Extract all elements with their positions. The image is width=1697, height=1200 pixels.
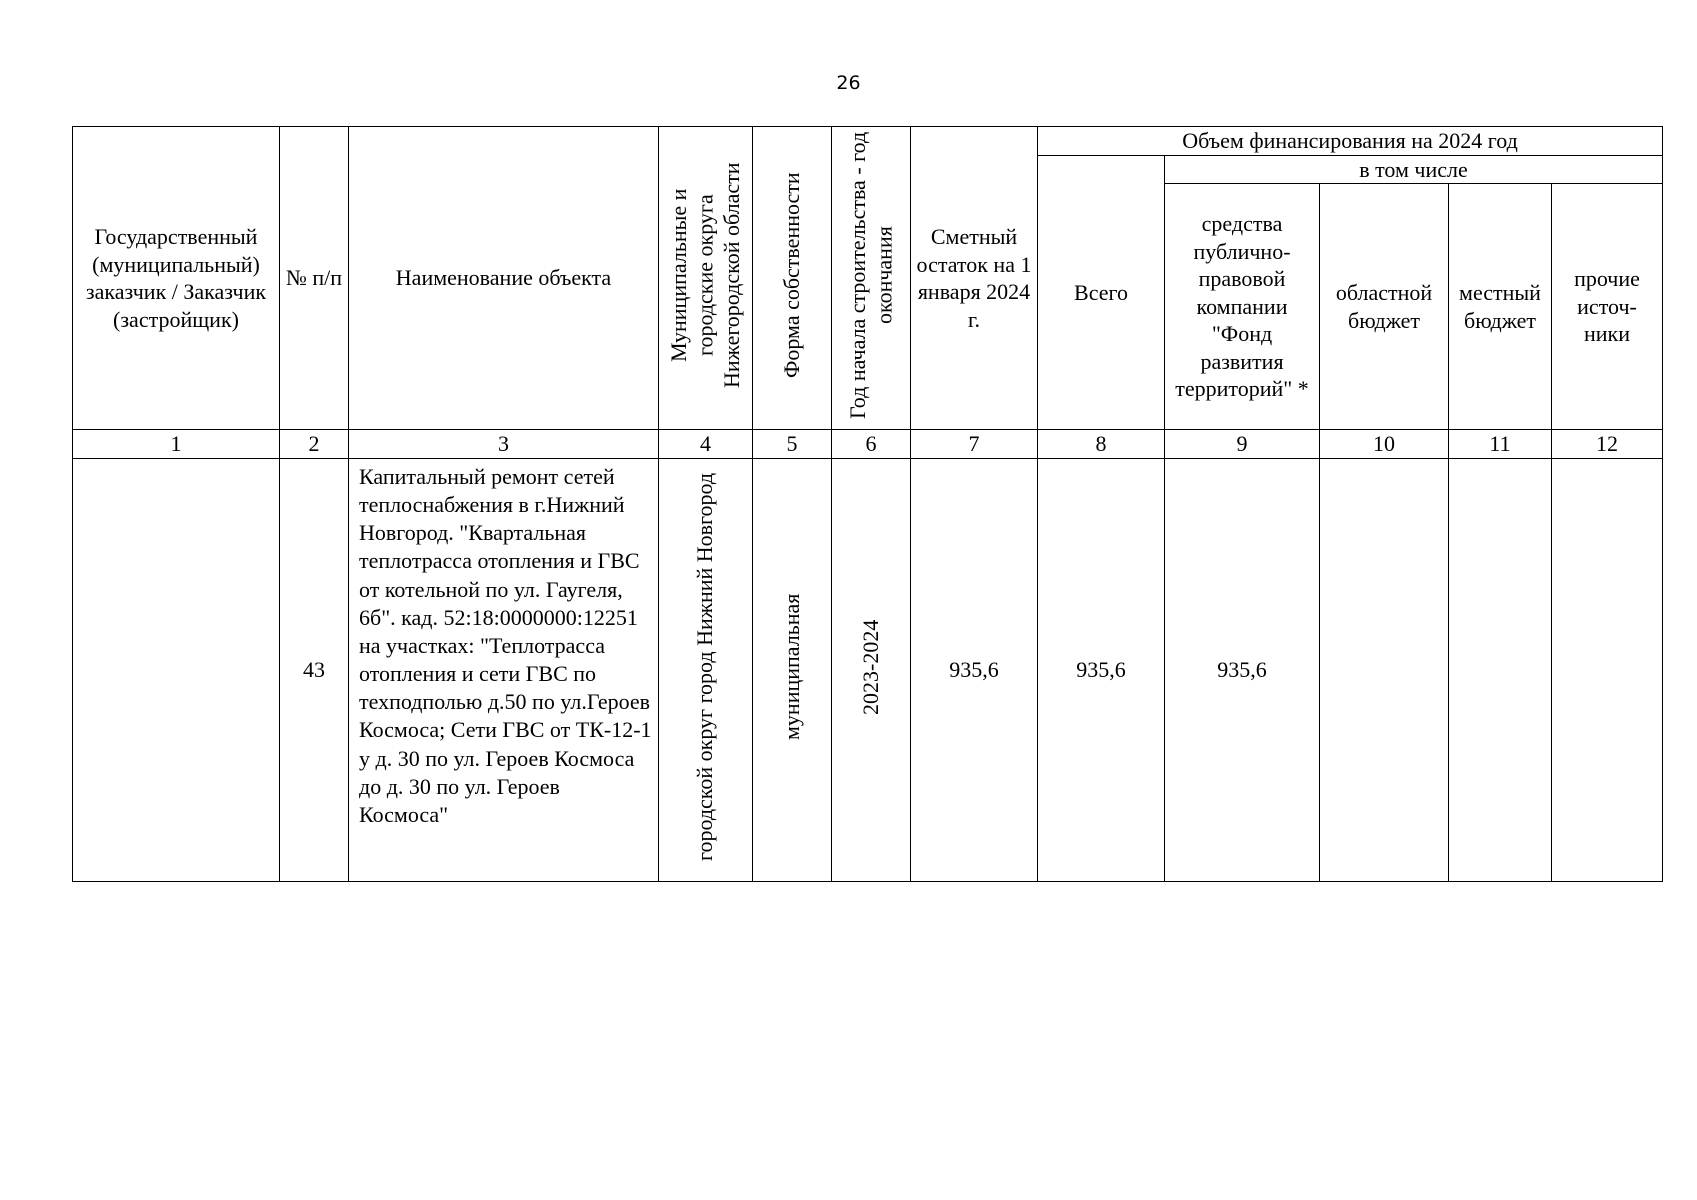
header-years: Год начала строительства - год окончания <box>844 131 896 419</box>
cell-years: 2023-2024 <box>857 619 883 715</box>
header-ownership: Форма собственности <box>778 171 804 378</box>
header-regional: областной бюджет <box>1320 184 1449 430</box>
cell-number: 43 <box>280 459 349 882</box>
header-number: № п/п <box>280 127 349 430</box>
header-customer: Государственный (муниципальный) заказчик / Заказчик (застройщик) <box>73 127 280 430</box>
header-ownership-cell <box>753 127 832 430</box>
header-other: прочие источ-ники <box>1552 184 1663 430</box>
cell-ownership: муниципальная <box>778 593 804 740</box>
column-number: 2 <box>280 430 349 459</box>
header-estimate: Сметный остаток на 1 января 2024 г. <box>911 127 1038 430</box>
cell-other <box>1552 459 1663 882</box>
column-number: 1 <box>73 430 280 459</box>
cell-local <box>1449 459 1552 882</box>
header-total: Всего <box>1038 155 1165 430</box>
column-number: 7 <box>911 430 1038 459</box>
column-number-row <box>73 430 1663 459</box>
header-local: местный бюджет <box>1449 184 1552 430</box>
cell-years-wrap <box>832 459 911 882</box>
financing-table <box>72 126 1663 882</box>
page-number: 26 <box>836 72 861 94</box>
header-object-name: Наименование объекта <box>349 127 659 430</box>
cell-estimate: 935,6 <box>911 459 1038 882</box>
cell-fund: 935,6 <box>1165 459 1320 882</box>
column-number: 8 <box>1038 430 1165 459</box>
header-financing: Объем финансирования на 2024 год <box>1038 127 1663 156</box>
header-fund: средства публично-правовой компании "Фонд развития территорий" * <box>1165 184 1320 430</box>
column-number: 6 <box>832 430 911 459</box>
column-number: 4 <box>659 430 753 459</box>
column-number: 9 <box>1165 430 1320 459</box>
header-including: в том числе <box>1165 155 1663 184</box>
cell-municipal: городской округ город Нижний Новгород <box>692 472 718 861</box>
header-years-cell <box>832 127 911 430</box>
column-number: 5 <box>753 430 832 459</box>
column-number: 10 <box>1320 430 1449 459</box>
table-row <box>73 459 1663 882</box>
cell-total: 935,6 <box>1038 459 1165 882</box>
cell-regional <box>1320 459 1449 882</box>
cell-ownership-wrap <box>753 459 832 882</box>
cell-municipal-wrap <box>659 459 753 882</box>
column-number: 12 <box>1552 430 1663 459</box>
column-number: 3 <box>349 430 659 459</box>
header-municipal: Муниципальные и городские округа Нижегородской области <box>665 161 744 388</box>
cell-customer <box>73 459 280 882</box>
cell-object-name: Капитальный ремонт сетей теплоснабжения в г.Нижний Новгород. "Квартальная теплотрасса отопления и ГВС от котельной по ул. Гаугеля, 6б". кад. 52:18:0000000:12251 на участках: "Теплотрасса отопления и сети ГВС по техподполью д.50 по ул.Героев Космоса; Сети ГВС от ТК-12-1 у д. 30 по ул. Героев Космоса до д. 30 по ул. Героев Космоса" <box>349 459 659 882</box>
header-municipal-cell <box>659 127 753 430</box>
column-number: 11 <box>1449 430 1552 459</box>
